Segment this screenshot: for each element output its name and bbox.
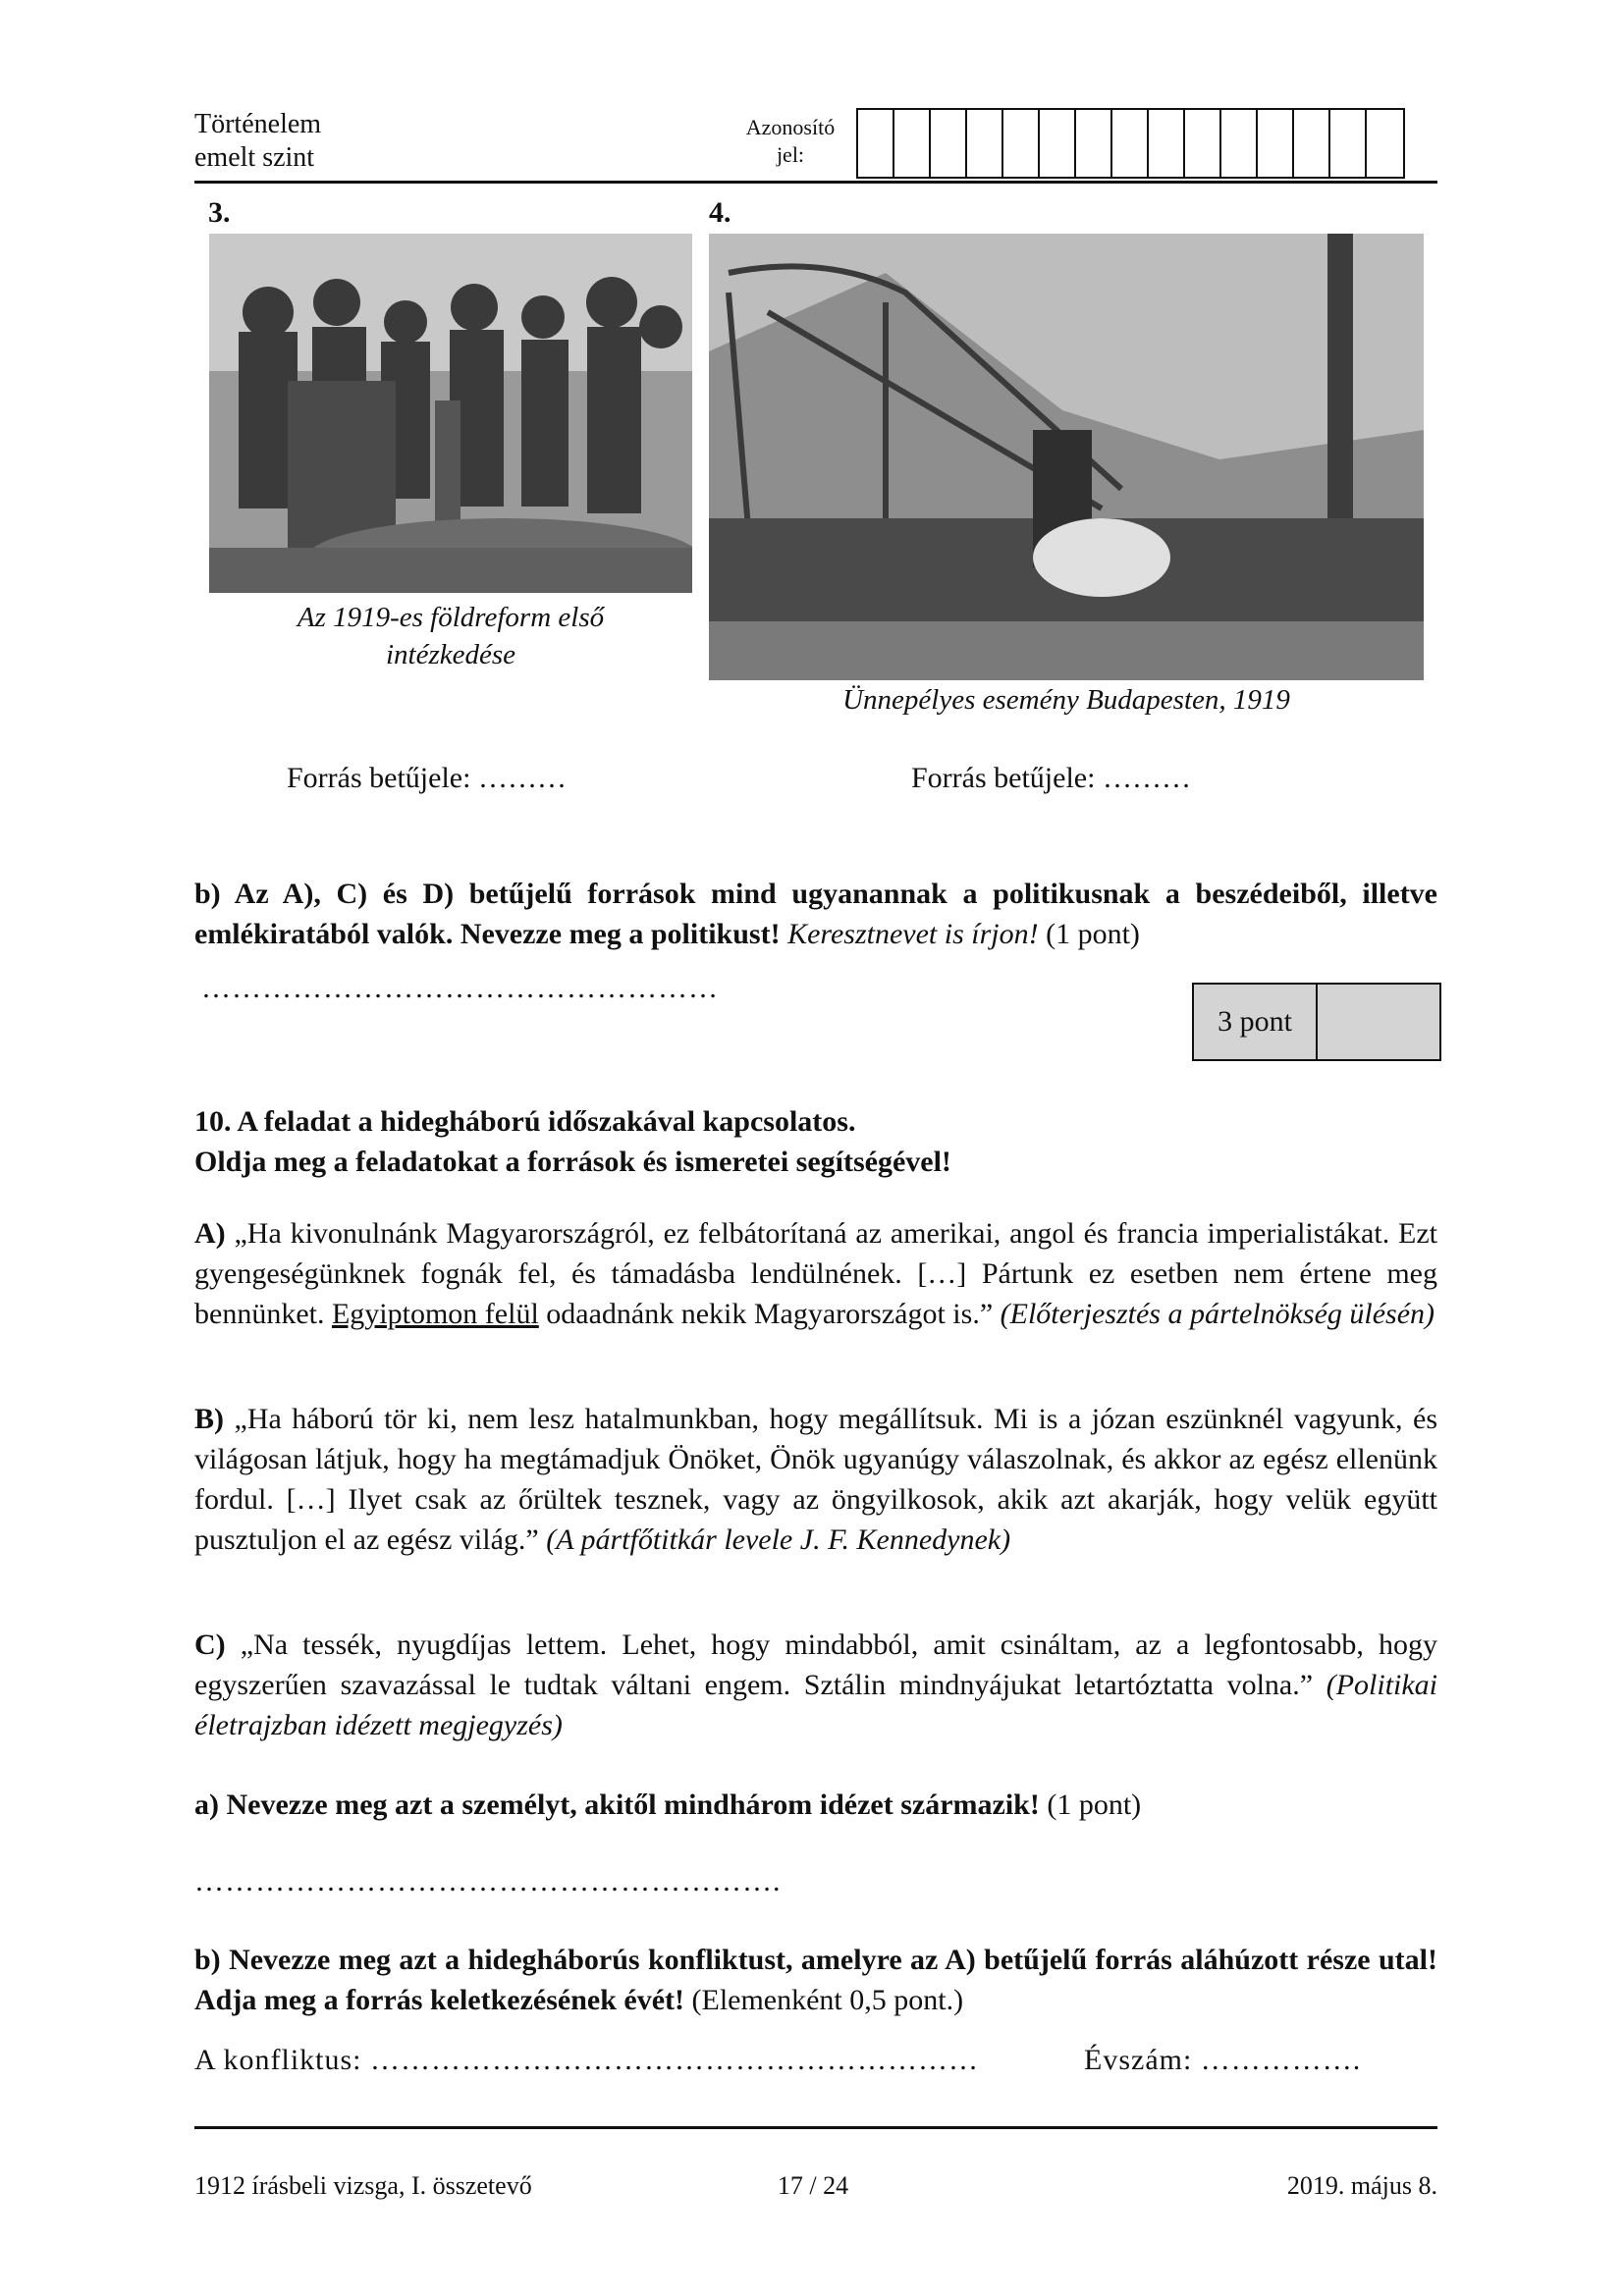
photo-budapest-event-image [709,234,1424,680]
score-box [1192,983,1441,1061]
id-code-box[interactable] [1003,110,1040,177]
task10a-points: (1 pont) [1047,1789,1142,1821]
source-c-note: (Politikai életrajzban idézett megjegyzés) [194,1669,1438,1741]
task9b-points: (1 pont) [1046,918,1140,950]
task10b-points: (Elemenként 0,5 pont.) [691,1984,964,2016]
source-a-text-end: odaadnánk nekik Magyarországot is.” [546,1298,994,1330]
footer-rule [194,2126,1437,2129]
task9b-answer-field[interactable]: …………………………………………… [201,972,719,1004]
id-code-box[interactable] [894,110,931,177]
source-a-underlined: Egyiptomon felül [331,1298,539,1330]
id-code-box[interactable] [1221,110,1258,177]
header-rule [194,181,1437,184]
conflict-answer-field[interactable]: A konfliktus: …………………………………………………… [194,2044,980,2076]
task10-title-line1: 10. A feladat a hidegháború időszakával kapcsolatos. [194,1105,856,1138]
source-c-text: „Na tessék, nyugdíjas lettem. Lehet, hogy mindabból, amit csináltam, az a legfontosabb, hogy egyszerűen szavazással le tudtak váltani engem. Sztálin mindnyájukat letartóztatta volna.” [194,1629,1438,1701]
score-box-label: 3 pont [1194,985,1318,1059]
source-b-text: „Ha háború tör ki, nem lesz hatalmunkban, hogy megállítsuk. Mi is a józan eszünknél vagyunk, és világosan látjuk, hogy ha megtámadjuk Önöket, Önök ugyanúgy válaszolnak, és akkor az egész ellenünk fordul. […] Ilyet csak az őrültek tesznek, vagy az öngyilkosok, akik azt akarják, hogy velük együtt pusztuljon el az egész világ.” [194,1403,1438,1556]
caption-3-line1: Az 1919-es földreform első [297,602,605,633]
subject-header [194,108,321,175]
subject-title: Történelem [194,109,322,139]
id-code-box[interactable] [1330,110,1367,177]
id-code-box[interactable] [1367,110,1403,177]
task10a-answer-field[interactable]: …………………………………………………. [194,1865,782,1897]
id-label-line2: jel: [776,142,805,167]
year-answer-field[interactable]: Évszám: ……………. [1084,2044,1362,2076]
image-number-4: 4. [709,196,731,229]
image-number-3: 3. [208,196,231,229]
task10b-question [194,1940,1437,2020]
photo-land-reform-image [209,234,692,593]
task10a-question [194,1785,1437,1825]
caption-3-line2: intézkedése [385,639,516,670]
footer-page-number: 17 / 24 [777,2171,849,2200]
id-label [727,114,854,169]
source-b [194,1399,1437,1560]
footer-date: 2019. május 8. [1286,2171,1437,2200]
id-code-box[interactable] [1112,110,1149,177]
source-letter-3[interactable]: Forrás betűjele: ……… [287,762,567,794]
task10-title [194,1101,1437,1182]
id-code-box[interactable] [1076,110,1112,177]
score-box-entry[interactable] [1318,985,1439,1059]
photo-budapest-event [709,234,1424,680]
task9b-question [194,874,1437,954]
id-code-box[interactable] [967,110,1003,177]
task10a-bold: a) Nevezze meg azt a személyt, akitől mindhárom idézet származik! [194,1789,1040,1821]
photo-land-reform [209,234,692,593]
footer-exam-code: 1912 írásbeli vizsga, I. összetevő [194,2171,532,2200]
id-code-box[interactable] [931,110,967,177]
id-code-box[interactable] [1040,110,1076,177]
caption-image-3 [209,599,692,673]
source-a [194,1213,1437,1334]
source-c [194,1625,1437,1745]
id-code-box[interactable] [1294,110,1330,177]
id-code-box[interactable] [1258,110,1294,177]
id-label-line1: Azonosító [745,115,836,139]
caption-image-4: Ünnepélyes esemény Budapesten, 1919 [842,684,1290,716]
task9b-question-bold: b) Az A), C) és D) betűjelű források mind ugyanannak a politikusnak a beszédeiből, illetve emlékiratából valók. Nevezze meg a politikust! [194,878,1437,950]
id-code-boxes[interactable] [856,108,1405,179]
source-b-label: B) [194,1403,224,1435]
source-a-label: A) [194,1217,226,1250]
source-c-label: C) [194,1629,226,1661]
source-b-note: (A pártfőtitkár levele J. F. Kennedynek) [546,1523,1011,1556]
source-letter-4[interactable]: Forrás betűjele: ……… [911,762,1191,794]
source-a-note: (Előterjesztés a pártelnökség ülésén) [1000,1298,1435,1330]
source-a-text: „Ha kivonulnánk Magyarországról, ez felbátorítaná az amerikai, angol és francia imperialistákat. Ezt gyengeségünknek fognák fel, és támadásba lendülnének. […] Pártunk ez esetben nem értene meg bennünket. [194,1217,1437,1330]
task9b-instruction: Keresztnevet is írjon! [787,918,1039,950]
task10-title-line2: Oldja meg a feladatokat a források és ismeretei segítségével! [194,1146,951,1178]
subject-level: emelt szint [194,142,315,173]
id-code-box[interactable] [1185,110,1221,177]
id-code-box[interactable] [1149,110,1185,177]
task10b-bold: b) Nevezze meg azt a hidegháborús konfliktust, amelyre az A) betűjelű forrás aláhúzott része utal! Adja meg a forrás keletkezésének évét! [194,1944,1437,2016]
id-code-box[interactable] [858,110,894,177]
